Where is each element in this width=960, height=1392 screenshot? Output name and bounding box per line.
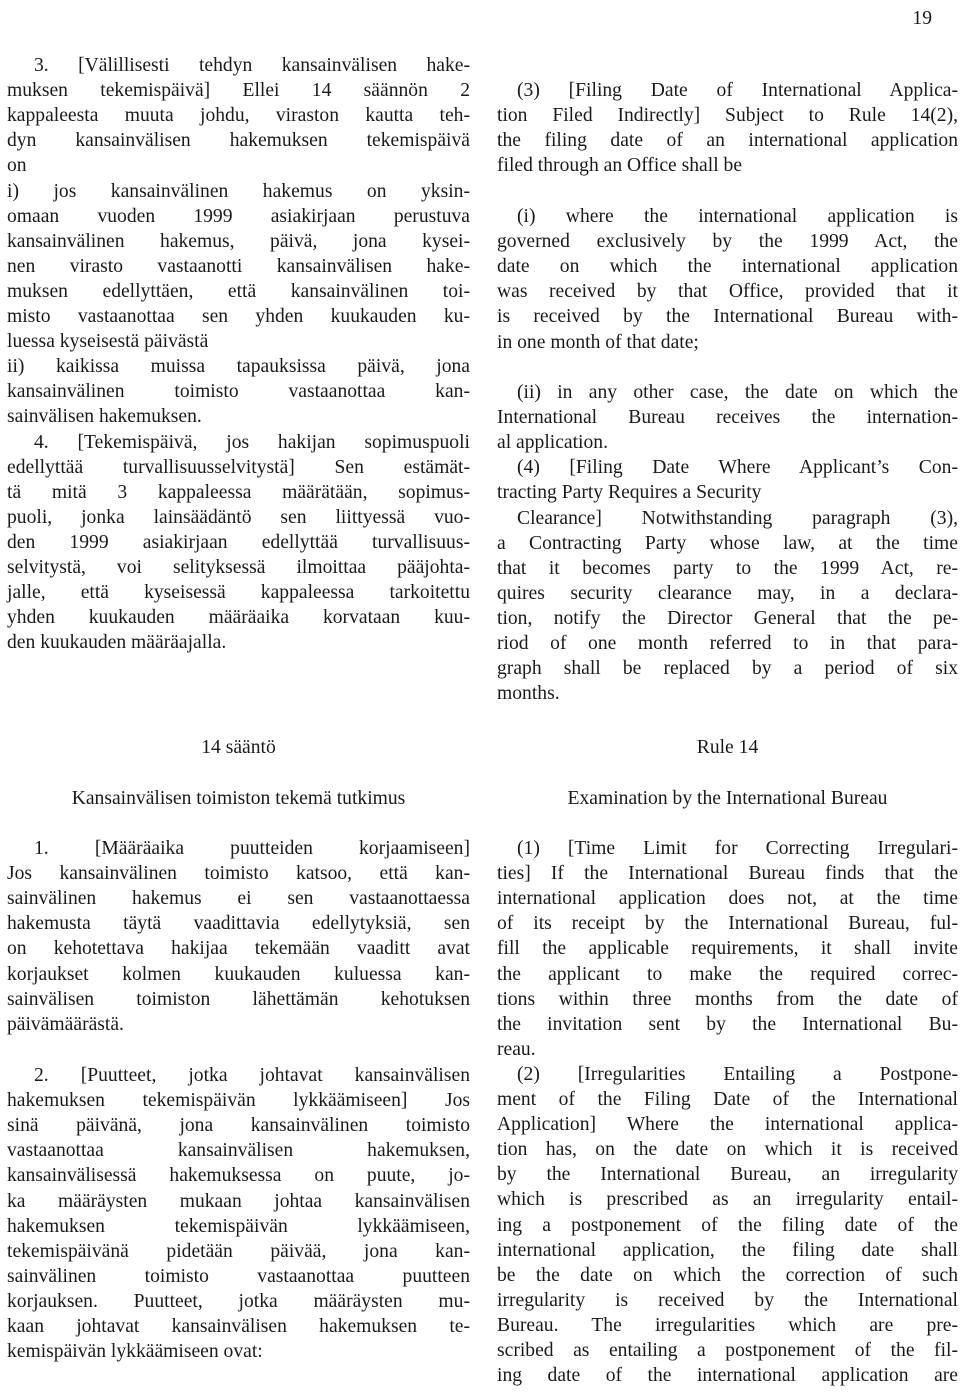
text-line: misto vastaanottaa sen yhden kuukauden ku- bbox=[7, 306, 470, 327]
text-line: quires security clearance may, in a declara- bbox=[497, 582, 958, 604]
text-line: (ii) in any other case, the date on which the bbox=[517, 382, 958, 403]
text-line: vastaanottaa kansainvälisen hakemuksen, bbox=[7, 1140, 470, 1162]
text-line: sainvälisen hakemuksen. bbox=[7, 406, 202, 428]
text-line: (2) [Irregularities Entailing a Postpone- bbox=[517, 1063, 958, 1085]
text-line: Jos kansainvälinen toimisto katsoo, että kan- bbox=[7, 863, 470, 885]
text-line: Application] Where the international applica- bbox=[497, 1114, 958, 1136]
text-line: of its receipt by the International Bureau, ful- bbox=[497, 913, 958, 935]
text-line: Clearance] Notwithstanding paragraph (3), bbox=[517, 507, 958, 529]
text-line: ing a postponement of the filing date of the bbox=[497, 1214, 958, 1236]
text-line: i) jos kansainvälinen hakemus on yksin- bbox=[7, 180, 470, 202]
text-line: kappaleesta muuta johdu, viraston kautta teh- bbox=[7, 105, 470, 127]
text-line: edellyttää turvallisuusselvitystä] Sen estämät- bbox=[7, 456, 470, 478]
text-line: reau. bbox=[497, 1038, 536, 1060]
rule-heading-en: Rule 14 bbox=[696, 737, 759, 758]
text-line: tion, notify the Director General that the pe- bbox=[497, 607, 958, 629]
text-line: tekemispäivänä pidetään päivää, jona kan- bbox=[7, 1240, 470, 1262]
text-line: Bureau. The irregularities which are pre- bbox=[497, 1314, 958, 1336]
text-line: international application does not, at the time bbox=[497, 888, 958, 910]
text-line: governed exclusively by the 1999 Act, the bbox=[497, 231, 958, 253]
text-line: ii) kaikissa muissa tapauksissa päivä, jona bbox=[7, 356, 470, 378]
text-line: that it becomes party to the 1999 Act, re- bbox=[497, 557, 958, 579]
text-line: korjaukset kolmen kuukauden kuluessa kan- bbox=[7, 963, 470, 985]
text-line: is received by the International Bureau with- bbox=[497, 306, 958, 328]
text-line: be the date on which the correction of such bbox=[497, 1264, 958, 1286]
text-line: on kehotettava hakijaa tekemään vaaditt avat bbox=[7, 938, 470, 960]
text-line: selvitystä, voi selityksessä ilmoittaa pääjohta- bbox=[7, 557, 470, 578]
text-line: sainvälinen hakemus ei sen vastaanottaessa bbox=[7, 888, 470, 910]
text-line: kemispäivän lykkäämiseen ovat: bbox=[7, 1341, 263, 1363]
text-line: fill the applicable requirements, it shall invite bbox=[497, 938, 958, 960]
text-line: kansainvälinen hakemus, päivä, jona kysei- bbox=[7, 230, 470, 252]
text-line: muksen tekemispäivä] Ellei 14 säännön 2 bbox=[7, 80, 470, 102]
text-line: riod of one month referred to in that para- bbox=[497, 633, 958, 654]
text-line: ment of the Filing Date of the International bbox=[497, 1089, 958, 1110]
text-line: (1) [Time Limit for Correcting Irregulari- bbox=[517, 838, 958, 859]
text-line: was received by that Office, provided that it bbox=[497, 281, 958, 303]
text-line: sainvälinen toimisto vastaanottaa puutteen bbox=[7, 1265, 470, 1287]
text-line: tions within three months from the date of bbox=[497, 988, 958, 1010]
text-line: hakemuksen tekemispäivän lykkäämiseen] Jos bbox=[7, 1090, 470, 1112]
text-line: the applicant to make the required correc- bbox=[497, 963, 958, 985]
text-line: months. bbox=[497, 683, 560, 705]
text-line: which is prescribed as an irregularity entail- bbox=[497, 1189, 958, 1211]
text-line: korjauksen. Puutteet, jotka määräysten mu- bbox=[7, 1290, 470, 1312]
page-number: 19 bbox=[912, 8, 932, 29]
text-line: sinä päivänä, jona kansainvälinen toimisto bbox=[7, 1115, 470, 1137]
text-line: ties] If the International Bureau finds that the bbox=[497, 863, 958, 885]
text-line: by the International Bureau, an irregularity bbox=[497, 1164, 958, 1186]
text-line: (3) [Filing Date of International Applica- bbox=[517, 80, 958, 101]
text-line: in one month of that date; bbox=[497, 331, 699, 353]
text-line: sainvälisen toimiston lähettämän kehotuksen bbox=[7, 988, 470, 1010]
rule-heading-fi: 14 sääntö bbox=[201, 737, 276, 758]
rule-subheading-en: Examination by the International Bureau bbox=[567, 788, 888, 809]
text-line: den 1999 asiakirjaan edellyttää turvallisuus- bbox=[7, 531, 470, 553]
text-line: (4) [Filing Date Where Applicant’s Con- bbox=[517, 457, 958, 479]
text-line: yhden kuukauden määräaika korvataan kuu- bbox=[7, 607, 470, 629]
text-line: jalle, että kyseisessä kappaleessa tarkoitettu bbox=[7, 582, 470, 604]
text-line: a Contracting Party whose law, at the time bbox=[497, 532, 958, 554]
text-line: 2. [Puutteet, jotka johtavat kansainvälisen bbox=[34, 1065, 470, 1086]
text-line: al application. bbox=[497, 432, 608, 454]
text-line: tion Filed Indirectly] Subject to Rule 14(2), bbox=[497, 105, 958, 127]
text-line: filed through an Office shall be bbox=[497, 155, 743, 177]
text-line: 1. [Määräaika puutteiden korjaamiseen] bbox=[34, 838, 470, 859]
text-line: den kuukauden määräajalla. bbox=[7, 632, 227, 654]
text-line: kaan johtavat kansainvälisen hakemuksen te- bbox=[7, 1316, 470, 1337]
text-line: puoli, jonka lainsäädäntö sen liittyessä vuo- bbox=[7, 506, 470, 528]
text-line: ing date of the international application are bbox=[497, 1365, 958, 1387]
rule-subheading-fi: Kansainvälisen toimiston tekemä tutkimus bbox=[71, 788, 406, 809]
text-line: 3. [Välillisesti tehdyn kansainvälisen hake- bbox=[34, 55, 470, 76]
text-line: omaan vuoden 1999 asiakirjaan perustuva bbox=[7, 205, 470, 227]
text-line: nen virasto vastaanotti kansainvälisen hake- bbox=[7, 255, 470, 277]
text-line: päivämäärästä. bbox=[7, 1013, 124, 1035]
text-line: (i) where the international application is bbox=[517, 206, 958, 227]
text-line: International Bureau receives the internation- bbox=[497, 407, 958, 429]
text-line: tracting Party Requires a Security bbox=[497, 482, 762, 504]
text-line: luessa kyseisestä päivästä bbox=[7, 331, 209, 353]
text-line: 4. [Tekemispäivä, jos hakijan sopimuspuoli bbox=[34, 431, 470, 453]
text-line: hakemusta täytä vaadittavia edellytyksiä, sen bbox=[7, 913, 470, 935]
text-line: irregularity is received by the International bbox=[497, 1289, 958, 1311]
text-line: dyn kansainvälisen hakemuksen tekemispäivä bbox=[7, 130, 470, 152]
text-line: tion has, on the date on which it is received bbox=[497, 1139, 958, 1161]
text-line: kansainvälinen toimisto vastaanottaa kan- bbox=[7, 381, 470, 403]
text-line: kansainvälisessä hakemuksessa on puute, jo- bbox=[7, 1165, 470, 1187]
text-line: ka määräysten mukaan johtaa kansainvälisen bbox=[7, 1190, 470, 1212]
text-line: muksen edellyttäen, että kansainvälinen toi- bbox=[7, 280, 470, 302]
text-line: hakemuksen tekemispäivän lykkäämiseen, bbox=[7, 1215, 470, 1237]
text-line: on bbox=[7, 155, 27, 177]
text-line: date on which the international application bbox=[497, 256, 958, 278]
text-line: international application, the filing date shall bbox=[497, 1239, 958, 1261]
text-line: the invitation sent by the International Bu- bbox=[497, 1013, 958, 1035]
text-line: graph shall be replaced by a period of six bbox=[497, 658, 958, 680]
text-line: tä mitä 3 kappaleessa määrätään, sopimus- bbox=[7, 481, 470, 503]
text-line: scribed as entailing a postponement of the fil- bbox=[497, 1340, 958, 1361]
text-line: the filing date of an international application bbox=[497, 130, 958, 152]
